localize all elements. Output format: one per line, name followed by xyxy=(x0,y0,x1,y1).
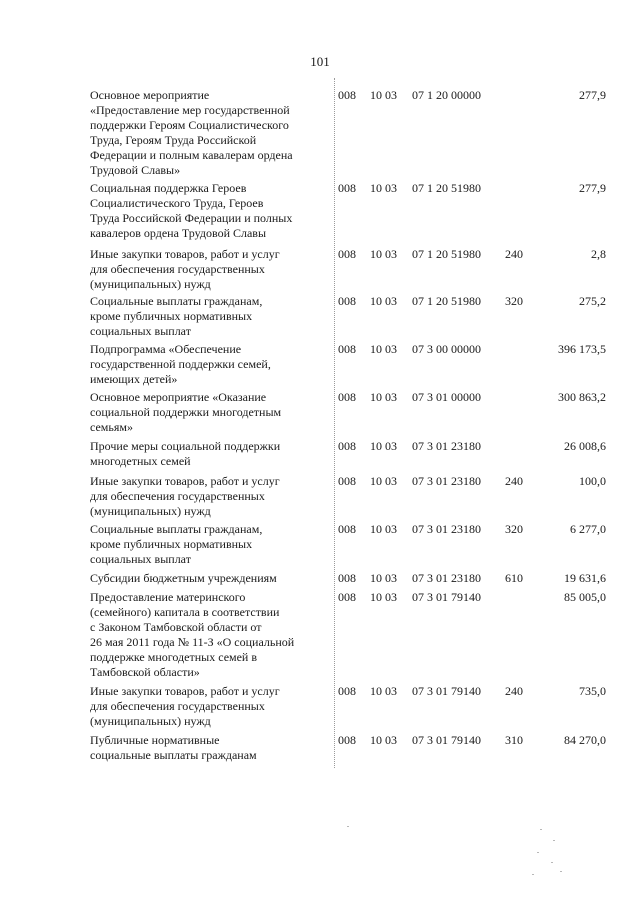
ministry-code: 008 xyxy=(338,88,356,102)
section-code: 10 03 xyxy=(370,342,397,356)
target-article-code: 07 1 20 51980 xyxy=(412,294,481,308)
amount: 19 631,6 xyxy=(564,571,606,585)
expense-type-code: 240 xyxy=(505,684,523,698)
row-description: Основное мероприятие «Оказание социальной поддержки многодетным семьям» xyxy=(90,390,282,434)
target-article-code: 07 3 01 23180 xyxy=(412,439,481,453)
expense-type-code: 240 xyxy=(505,247,523,261)
section-code: 10 03 xyxy=(370,247,397,261)
target-article-code: 07 1 20 51980 xyxy=(412,247,481,261)
amount: 396 173,5 xyxy=(558,342,606,356)
row-description: Субсидии бюджетным учреждениям xyxy=(90,571,277,585)
target-article-code: 07 1 20 00000 xyxy=(412,88,481,102)
expense-type-code: 320 xyxy=(505,522,523,536)
ministry-code: 008 xyxy=(338,684,356,698)
ministry-code: 008 xyxy=(338,522,356,536)
target-article-code: 07 3 01 23180 xyxy=(412,474,481,488)
ministry-code: 008 xyxy=(338,571,356,585)
row-description: Подпрограмма «Обеспечение государственной поддержки семей, имеющих детей» xyxy=(90,342,271,386)
amount: 735,0 xyxy=(579,684,606,698)
section-code: 10 03 xyxy=(370,571,397,585)
expense-type-code: 320 xyxy=(505,294,523,308)
row-description: Социальные выплаты гражданам, кроме публичных нормативных социальных выплат xyxy=(90,294,263,338)
target-article-code: 07 3 01 79140 xyxy=(412,733,481,747)
page-number: 101 xyxy=(310,54,330,69)
ministry-code: 008 xyxy=(338,733,356,747)
target-article-code: 07 3 01 23180 xyxy=(412,522,481,536)
scan-speck xyxy=(560,871,562,872)
scan-speck xyxy=(347,826,349,827)
ministry-code: 008 xyxy=(338,439,356,453)
row-description: Иные закупки товаров, работ и услуг для обеспечения государственных (муниципальных) нужд xyxy=(90,247,280,291)
row-description: Публичные нормативные социальные выплаты гражданам xyxy=(90,733,257,762)
section-code: 10 03 xyxy=(370,474,397,488)
ministry-code: 008 xyxy=(338,247,356,261)
column-divider xyxy=(334,78,336,768)
scan-speck xyxy=(532,874,534,875)
amount: 100,0 xyxy=(579,474,606,488)
section-code: 10 03 xyxy=(370,439,397,453)
row-description: Социальные выплаты гражданам, кроме публичных нормативных социальных выплат xyxy=(90,522,263,566)
target-article-code: 07 3 00 00000 xyxy=(412,342,481,356)
target-article-code: 07 1 20 51980 xyxy=(412,181,481,195)
section-code: 10 03 xyxy=(370,733,397,747)
amount: 84 270,0 xyxy=(564,733,606,747)
amount: 85 005,0 xyxy=(564,590,606,604)
row-description: Прочие меры социальной поддержки многодетных семей xyxy=(90,439,281,468)
row-description: Иные закупки товаров, работ и услуг для обеспечения государственных (муниципальных) нужд xyxy=(90,684,280,728)
target-article-code: 07 3 01 23180 xyxy=(412,571,481,585)
expense-type-code: 610 xyxy=(505,571,523,585)
ministry-code: 008 xyxy=(338,590,356,604)
section-code: 10 03 xyxy=(370,390,397,404)
row-description: Основное мероприятие «Предоставление мер государственной поддержки Героям Социалистического Труда, Героям Труда Российской Федерации и полным кавалерам ордена Трудовой Славы» xyxy=(90,88,293,177)
target-article-code: 07 3 01 79140 xyxy=(412,684,481,698)
amount: 26 008,6 xyxy=(564,439,606,453)
scan-speck xyxy=(540,829,542,830)
amount: 277,9 xyxy=(579,181,606,195)
target-article-code: 07 3 01 79140 xyxy=(412,590,481,604)
ministry-code: 008 xyxy=(338,342,356,356)
scan-speck xyxy=(553,840,555,841)
ministry-code: 008 xyxy=(338,181,356,195)
scan-speck xyxy=(551,862,553,863)
ministry-code: 008 xyxy=(338,294,356,308)
row-description: Иные закупки товаров, работ и услуг для обеспечения государственных (муниципальных) нужд xyxy=(90,474,280,518)
amount: 300 863,2 xyxy=(558,390,606,404)
section-code: 10 03 xyxy=(370,181,397,195)
expense-type-code: 240 xyxy=(505,474,523,488)
amount: 2,8 xyxy=(591,247,606,261)
target-article-code: 07 3 01 00000 xyxy=(412,390,481,404)
row-description: Предоставление материнского (семейного) капитала в соответствии с Законом Тамбовской области от 26 мая 2011 года № 11-З «О социальной поддержке многодетных семей в Тамбовской области» xyxy=(90,590,295,679)
ministry-code: 008 xyxy=(338,390,356,404)
section-code: 10 03 xyxy=(370,294,397,308)
amount: 6 277,0 xyxy=(570,522,606,536)
expense-type-code: 310 xyxy=(505,733,523,747)
section-code: 10 03 xyxy=(370,522,397,536)
row-description: Социальная поддержка Героев Социалистического Труда, Героев Труда Российской Федерации и полных кавалеров ордена Трудовой Славы xyxy=(90,181,293,240)
amount: 275,2 xyxy=(579,294,606,308)
ministry-code: 008 xyxy=(338,474,356,488)
scan-speck xyxy=(537,852,539,853)
section-code: 10 03 xyxy=(370,590,397,604)
amount: 277,9 xyxy=(579,88,606,102)
section-code: 10 03 xyxy=(370,684,397,698)
section-code: 10 03 xyxy=(370,88,397,102)
